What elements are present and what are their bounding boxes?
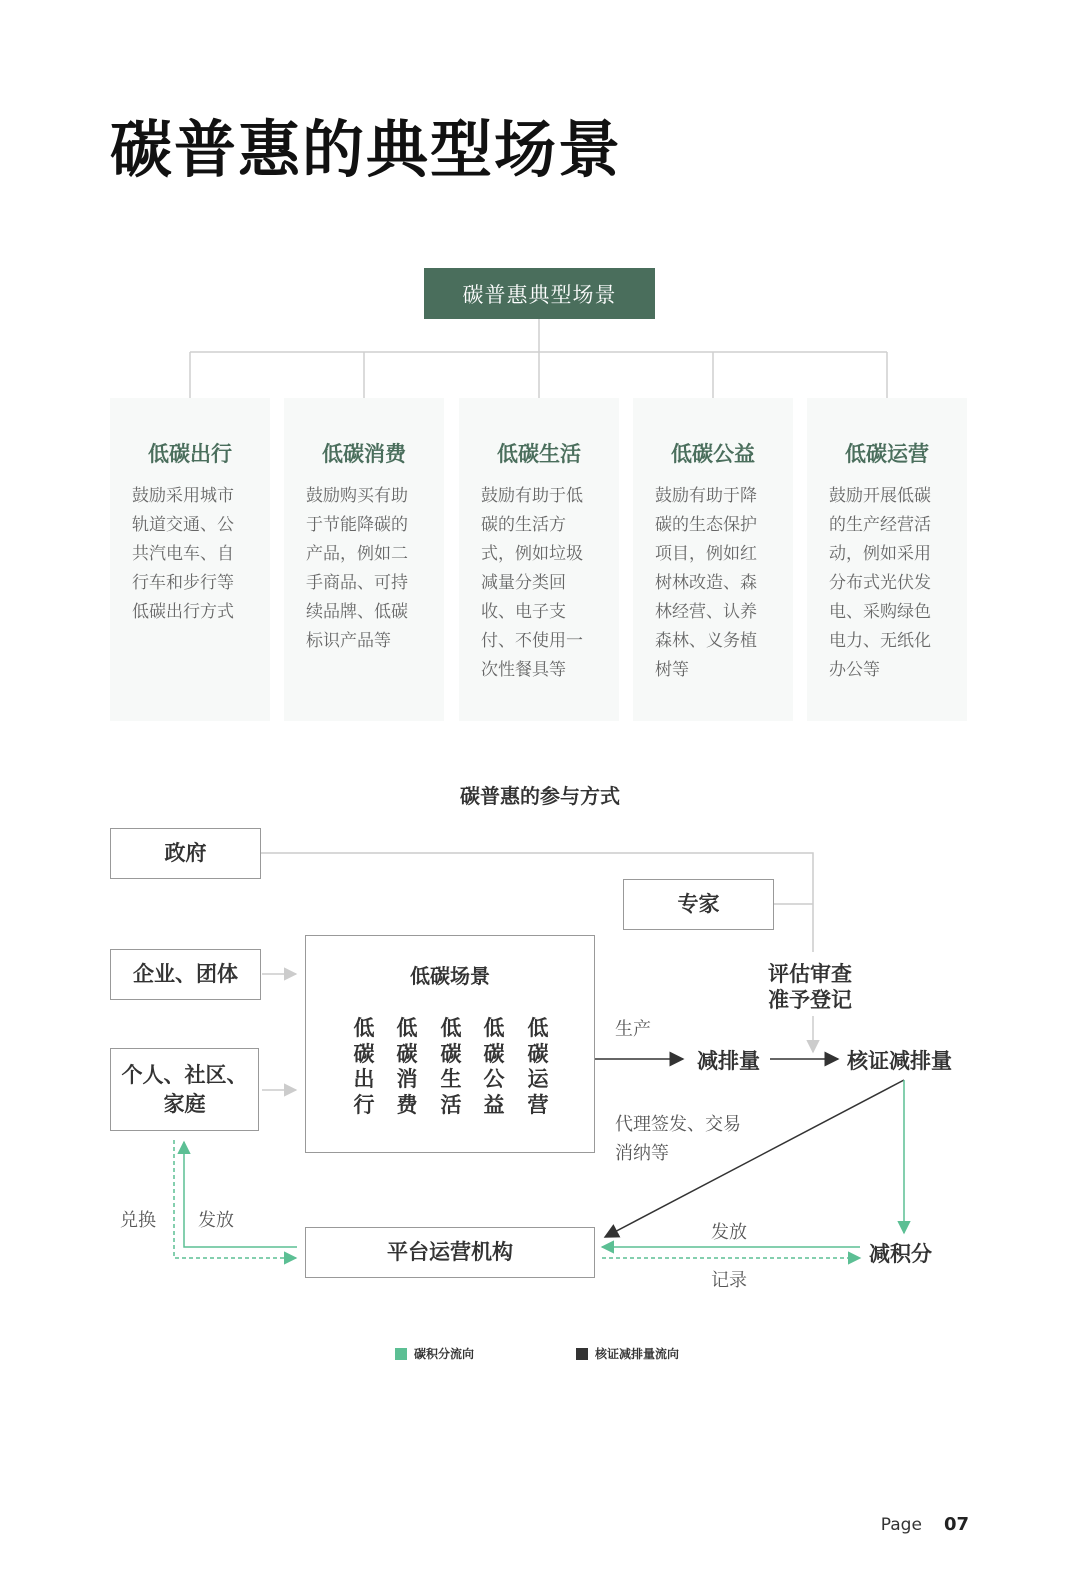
tree-connectors — [190, 319, 887, 398]
page-footer — [881, 1514, 969, 1535]
card-low-carbon-travel — [110, 398, 270, 721]
review-label: 评估审查准予登记 — [768, 962, 852, 1012]
expert-box: 专家 — [623, 879, 774, 930]
credit-node: 减积分 — [869, 1242, 932, 1266]
card-title: 低碳出行 — [148, 442, 232, 466]
green-swatch-icon — [395, 1348, 407, 1360]
page-label: Page — [880, 1515, 922, 1535]
legend-dark — [576, 1345, 679, 1362]
page-number: 07 — [943, 1514, 969, 1535]
scene-col-travel: 低碳出行 — [353, 1016, 375, 1117]
scene-col-consumption: 低碳消费 — [396, 1016, 418, 1117]
card-body: 鼓励有助于低碳的生活方式，例如垃圾减量分类回收、电子支付、不使用一次性餐具等 — [481, 486, 583, 680]
dark-swatch-icon — [576, 1348, 588, 1360]
card-title: 低碳生活 — [497, 442, 581, 466]
enterprise-box: 企业、团体 — [110, 949, 261, 1000]
card-body: 鼓励开展低碳的生产经营活动，例如采用分布式光伏发电、采购绿色电力、无纸化办公等 — [829, 486, 931, 680]
record-label: 记录 — [711, 1270, 747, 1291]
legend-green-label: 碳积分流向 — [414, 1347, 475, 1361]
exchange-arrow — [174, 1140, 296, 1258]
flow-subtitle: 碳普惠的参与方式 — [460, 784, 620, 808]
scene-col-life: 低碳生活 — [440, 1016, 462, 1117]
individual-box: 个人、社区、家庭 — [110, 1048, 259, 1131]
card-body: 鼓励有助于降碳的生态保护项目，例如红树林改造、森林经营、认养森林、义务植树等 — [655, 486, 757, 680]
scene-title: 低碳场景 — [410, 964, 490, 988]
verified-node: 核证减排量 — [847, 1049, 952, 1073]
legend-green — [395, 1345, 474, 1362]
card-low-carbon-operation — [807, 398, 967, 721]
legend-dark-label: 核证减排量流向 — [595, 1347, 680, 1361]
card-title: 低碳运营 — [845, 442, 929, 466]
card-title: 低碳公益 — [671, 442, 755, 466]
agent-label: 代理签发、交易消纳等 — [615, 1114, 741, 1164]
scene-col-operation: 低碳运营 — [527, 1016, 549, 1117]
issue-right-label: 发放 — [711, 1222, 747, 1243]
emission-node: 减排量 — [697, 1049, 760, 1073]
card-title: 低碳消费 — [322, 442, 406, 466]
card-body: 鼓励采用城市轨道交通、公共汽电车、自行车和步行等低碳出行方式 — [132, 486, 234, 622]
card-low-carbon-charity — [633, 398, 793, 721]
scene-col-charity: 低碳公益 — [483, 1016, 505, 1117]
exchange-label: 兑换 — [120, 1210, 156, 1231]
platform-box: 平台运营机构 — [305, 1227, 595, 1278]
government-box: 政府 — [110, 828, 261, 879]
scene-box — [305, 935, 595, 1153]
card-low-carbon-consumption — [284, 398, 444, 721]
scene-root-box: 碳普惠典型场景 — [424, 268, 655, 319]
card-body: 鼓励购买有助于节能降碳的产品，例如二手商品、可持续品牌、低碳标识产品等 — [306, 486, 408, 651]
card-low-carbon-life — [459, 398, 619, 721]
issue-left-label: 发放 — [198, 1210, 234, 1231]
page-title: 碳普惠的典型场景 — [110, 113, 623, 186]
produce-label: 生产 — [615, 1019, 651, 1040]
